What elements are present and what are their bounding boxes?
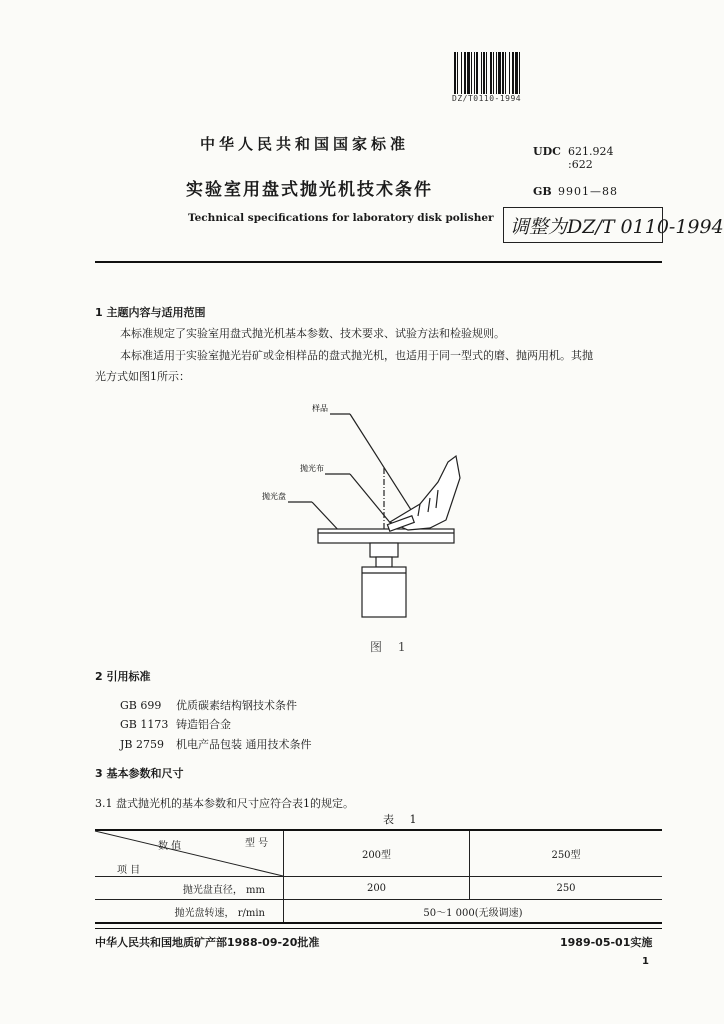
stamp-text: 调整为DZ/T 0110-1994 [510,216,724,238]
polishing-disk [318,529,454,543]
reference-name: 优质碳素结构钢技术条件 [176,699,297,712]
figure-1-diagram [262,400,470,630]
reference-row [120,697,297,713]
header-rule [95,261,662,263]
section-1-para-2-line-1: 本标准适用于实验室抛光岩矿或金相样品的盘式抛光机，也适用于同一型式的磨、抛两用机。其抛 [120,349,593,362]
table-header-diagonal-cell [95,830,284,877]
table-header-row [95,830,662,877]
row-label-speed: 抛光盘转速， r/min [95,900,284,924]
section-3-title: 3 基本参数和尺寸 [95,767,184,780]
section-2-title: 2 引用标准 [95,670,151,683]
reference-name: 机电产品包装 通用技术条件 [176,738,312,751]
reference-name: 铸造铝合金 [176,718,231,731]
header-value-label: 数 值 [158,841,182,852]
barcode-text: DZ/T0110-1994 [452,94,522,103]
label-sample: 样品 [312,404,328,413]
cell-diameter-250: 250 [470,877,663,900]
stamp [503,207,724,243]
approval-line: 中华人民共和国地质矿产部1988-09-20批准 [95,936,320,949]
cell-speed-merged: 50～1 000(无级调速) [284,900,663,924]
table-caption: 表 1 [383,813,423,826]
section-1-para-2-line-2: 光方式如图1所示： [95,370,190,383]
gb-number: 9901—88 [558,185,618,198]
udc-sub: :622 [568,158,593,171]
page-number: 1 [642,956,649,967]
header-250-model: 250型 [470,830,663,877]
effective-date: 1989-05-01实施 [560,936,653,949]
reference-row [120,716,231,732]
udc-label: UDC [533,145,561,158]
standard-name: 中华人民共和国国家标准 [200,135,410,153]
disk-hub [370,543,398,557]
motor [362,567,406,617]
reference-code: GB 699 [120,699,162,712]
title-cn: 实验室用盘式抛光机技术条件 [186,180,433,200]
udc-value: 621.924 [568,145,614,158]
barcode [454,52,522,94]
table-row [95,877,662,900]
section-3-1-para: 3.1 盘式抛光机的基本参数和尺寸应符合表1的规定。 [95,797,354,810]
reference-code: GB 1173 [120,718,169,731]
gb-label: GB [533,185,552,198]
footer-rule [95,928,662,929]
title-en: Technical specifications for laboratory disk polisher [188,212,494,224]
leader-cloth-diag [350,474,392,525]
label-cloth: 抛光布 [300,464,324,473]
header-model-label: 型 号 [245,838,269,849]
shaft [376,557,392,567]
table-row [95,900,662,924]
label-disk: 抛光盘 [262,492,286,501]
cell-diameter-200: 200 [284,877,470,900]
section-1-title: 1 主题内容与适用范围 [95,306,206,319]
spec-table [95,829,662,924]
header-200-model: 200型 [284,830,470,877]
header-item-label: 项 目 [117,865,141,876]
figure-caption: 图 1 [370,640,412,654]
section-1-para-1: 本标准规定了实验室用盘式抛光机基本参数、技术要求、试验方法和检验规则。 [120,327,505,340]
reference-row [120,736,312,752]
leader-sample-diag [350,414,420,524]
reference-code: JB 2759 [120,738,164,751]
row-label-diameter: 抛光盘直径， mm [95,877,284,900]
